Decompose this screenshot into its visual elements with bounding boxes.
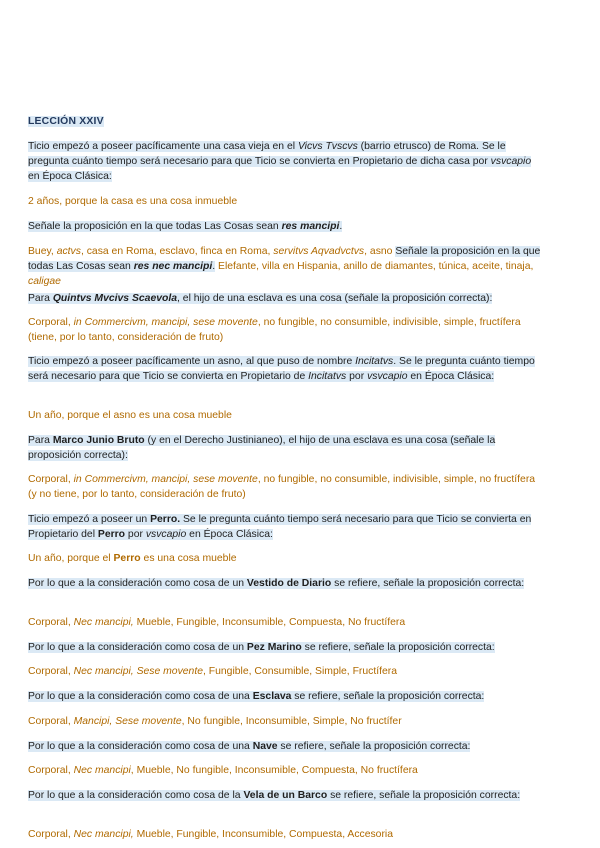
question-3: Para Quintvs Mvcivs Scaevola, el hijo de una esclava es una cosa (señale la proposición correcta): [28, 293, 493, 304]
answer-10: Corporal, Nec mancipi, Mueble, No fungible, Inconsumible, Compuesta, No fructífera [28, 765, 418, 776]
question-5: Para Marco Junio Bruto (y en el Derecho Justinianeo), el hijo de una esclava es una cosa (señale la proposición correcta): [28, 435, 496, 461]
answer-2b: Elefante, villa en Hispania, anillo de diamantes, túnica, aceite, tinaja, caligae [28, 261, 534, 287]
answer-1: 2 años, porque la casa es una cosa inmueble [28, 196, 238, 207]
question-2b: Señale la proposición en la que todas Las Cosas sean res nec mancipi. [28, 246, 541, 272]
answer-4: Un año, porque el asno es una cosa mueble [28, 410, 232, 421]
question-9: Por lo que a la consideración como cosa de una Esclava se refiere, señale la proposición correcta: [28, 691, 485, 702]
question-8: Por lo que a la consideración como cosa de un Pez Marino se refiere, señale la proposición correcta: [28, 642, 495, 653]
answer-5: Corporal, in Commercivm, mancipi, sese movente, no fungible, no consumible, indivisible, simple, no fructífera (y no tiene, por lo tanto, consideración de fruto) [28, 474, 536, 500]
question-7: Por lo que a la consideración como cosa de un Vestido de Diario se refiere, señale la proposición correcta: [28, 578, 525, 589]
answer-6: Un año, porque el Perro es una cosa mueble [28, 553, 237, 564]
question-1: Ticio empezó a poseer pacíficamente una casa vieja en el Vicvs Tvscvs (barrio etrusco) de Roma. Se le pregunta cuánto tiempo será necesario para que Ticio se convierta en Propietario de dicha casa por vsvcapio en Época Clásica: [28, 141, 532, 182]
answer-2-and-question-2b: Buey, actvs, casa en Roma, esclavo, finca en Roma, servitvs Aqvadvctvs, asno Señale la proposición en la que todas Las Cosas sean res nec mancipi. Elefante, villa en Hispania, anillo de diamantes, túnica, aceite, tinaja, caligae [28, 246, 541, 287]
question-4: Ticio empezó a poseer pacíficamente un asno, al que puso de nombre Incitatvs. Se le pregunta cuánto tiempo será necesario para que Ticio se convierta en Propietario de Incitatvs por vsvcapio en Época Clásica: [28, 356, 535, 382]
answer-9: Corporal, Mancipi, Sese movente, No fungible, Inconsumible, Simple, No fructífer [28, 716, 402, 727]
question-11: Por lo que a la consideración como cosa de la Vela de un Barco se refiere, señale la proposición correcta: [28, 790, 521, 801]
answer-11: Corporal, Nec mancipi, Mueble, Fungible, Inconsumible, Compuesta, Accesoria [28, 829, 394, 840]
question-6: Ticio empezó a poseer un Perro. Se le pregunta cuánto tiempo será necesario para que Ticio se convierta en Propietario del Perro por vsvcapio en Época Clásica: [28, 514, 532, 540]
lesson-title: LECCIÓN XXIV [28, 116, 104, 127]
answer-8: Corporal, Nec mancipi, Sese movente, Fungible, Consumible, Simple, Fructífera [28, 666, 398, 677]
answer-7: Corporal, Nec mancipi, Mueble, Fungible, Inconsumible, Compuesta, No fructífera [28, 617, 406, 628]
question-10: Por lo que a la consideración como cosa de una Nave se refiere, señale la proposición correcta: [28, 741, 471, 752]
question-2: Señale la proposición en la que todas Las Cosas sean res mancipi. [28, 221, 343, 232]
answer-3: Corporal, in Commercivm, mancipi, sese movente, no fungible, no consumible, indivisible, simple, fructífera (tiene, por lo tanto, consideración de fruto) [28, 317, 521, 343]
